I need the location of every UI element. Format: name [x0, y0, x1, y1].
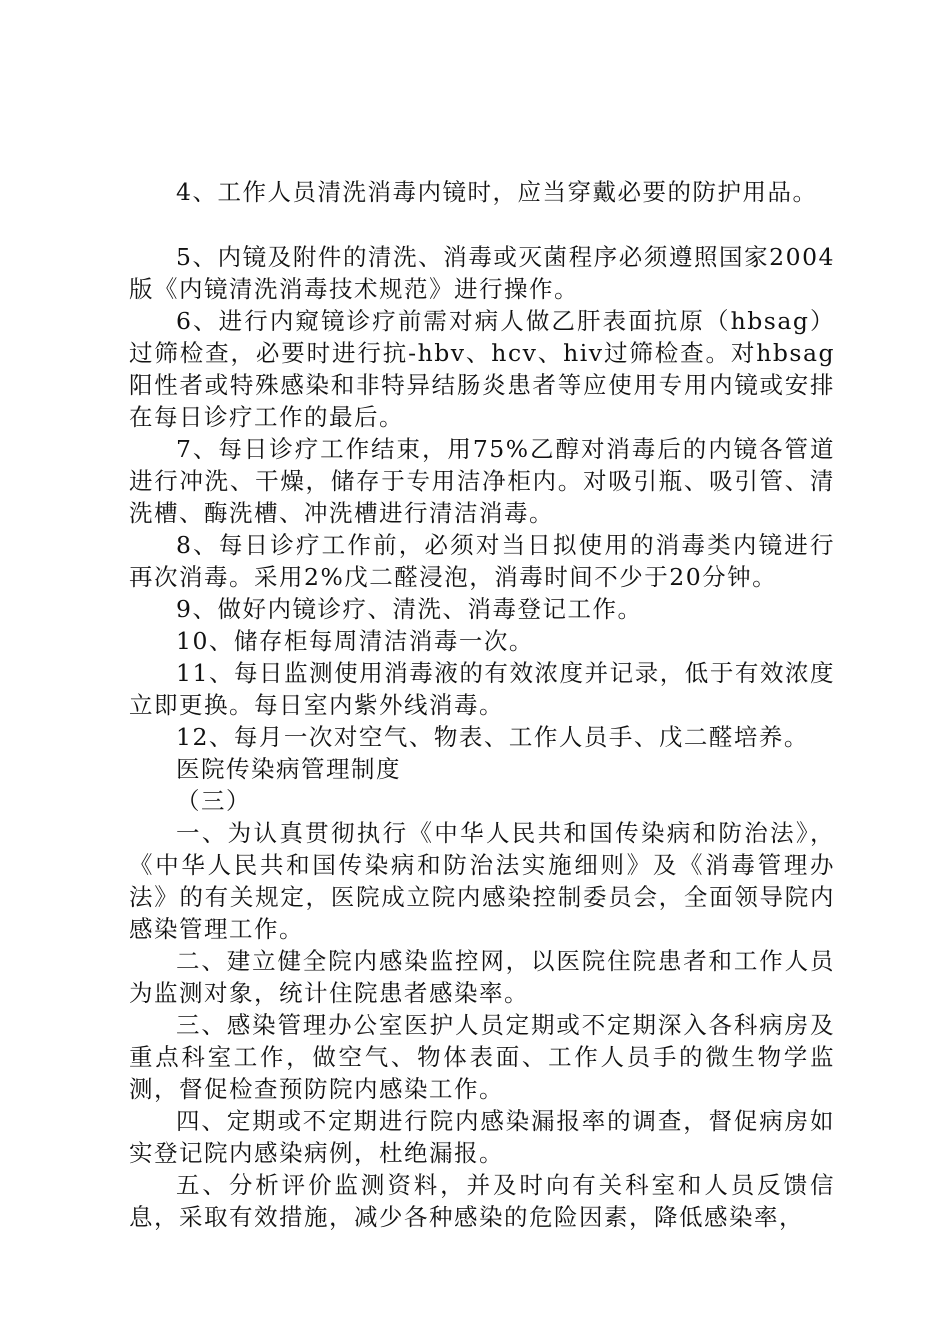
- paragraph-11: 11、每日监测使用消毒液的有效浓度并记录，低于有效浓度立即更换。每日室内紫外线消毒。: [129, 659, 835, 719]
- paragraph-8: 8、每日诊疗工作前，必须对当日拟使用的消毒类内镜进行再次消毒。采用2%戊二醛浸泡，消毒时间不少于20分钟。: [129, 531, 835, 591]
- rule-5: 五、分析评价监测资料，并及时向有关科室和人员反馈信息，采取有效措施，减少各种感染的危险因素，降低感染率，: [129, 1171, 835, 1231]
- section-number: （三）: [176, 787, 251, 815]
- rule-3: 三、感染管理办公室医护人员定期或不定期深入各科病房及重点科室工作，做空气、物体表面、工作人员手的微生物学监测，督促检查预防院内感染工作。: [129, 1011, 835, 1103]
- paragraph-10: 10、储存柜每周清洁消毒一次。: [176, 627, 534, 655]
- document-body: [129, 176, 835, 1233]
- rule-4: 四、定期或不定期进行院内感染漏报率的调查，督促病房如实登记院内感染病例，杜绝漏报。: [129, 1107, 835, 1167]
- rule-2: 二、建立健全院内感染监控网，以医院住院患者和工作人员为监测对象，统计住院患者感染率。: [129, 947, 835, 1007]
- paragraph-7: 7、每日诊疗工作结束，用75%乙醇对消毒后的内镜各管道进行冲洗、干燥，储存于专用洁净柜内。对吸引瓶、吸引管、清洗槽、酶洗槽、冲洗槽进行清洁消毒。: [129, 435, 835, 527]
- paragraph-gap: [129, 208, 835, 241]
- paragraph-6: 6、进行内窥镜诊疗前需对病人做乙肝表面抗原（hbsag）过筛检查，必要时进行抗-hbv、hcv、hiv过筛检查。对hbsag阳性者或特殊感染和非特异结肠炎患者等应使用专用内镜或安排在每日诊疗工作的最后。: [129, 307, 835, 431]
- paragraph-12: 12、每月一次对空气、物表、工作人员手、戊二醛培养。: [176, 723, 809, 751]
- rule-1: 一、为认真贯彻执行《中华人民共和国传染病和防治法》，《中华人民共和国传染病和防治法实施细则》及《消毒管理办法》的有关规定，医院成立院内感染控制委员会，全面领导院内感染管理工作。: [129, 819, 835, 943]
- paragraph-9: 9、做好内镜诊疗、清洗、消毒登记工作。: [176, 595, 643, 623]
- paragraph-4: 4、工作人员清洗消毒内镜时，应当穿戴必要的防护用品。: [176, 178, 818, 206]
- paragraph-5: 5、内镜及附件的清洗、消毒或灭菌程序必须遵照国家2004版《内镜清洗消毒技术规范》进行操作。: [129, 243, 835, 303]
- section-title: 医院传染病管理制度: [176, 755, 401, 783]
